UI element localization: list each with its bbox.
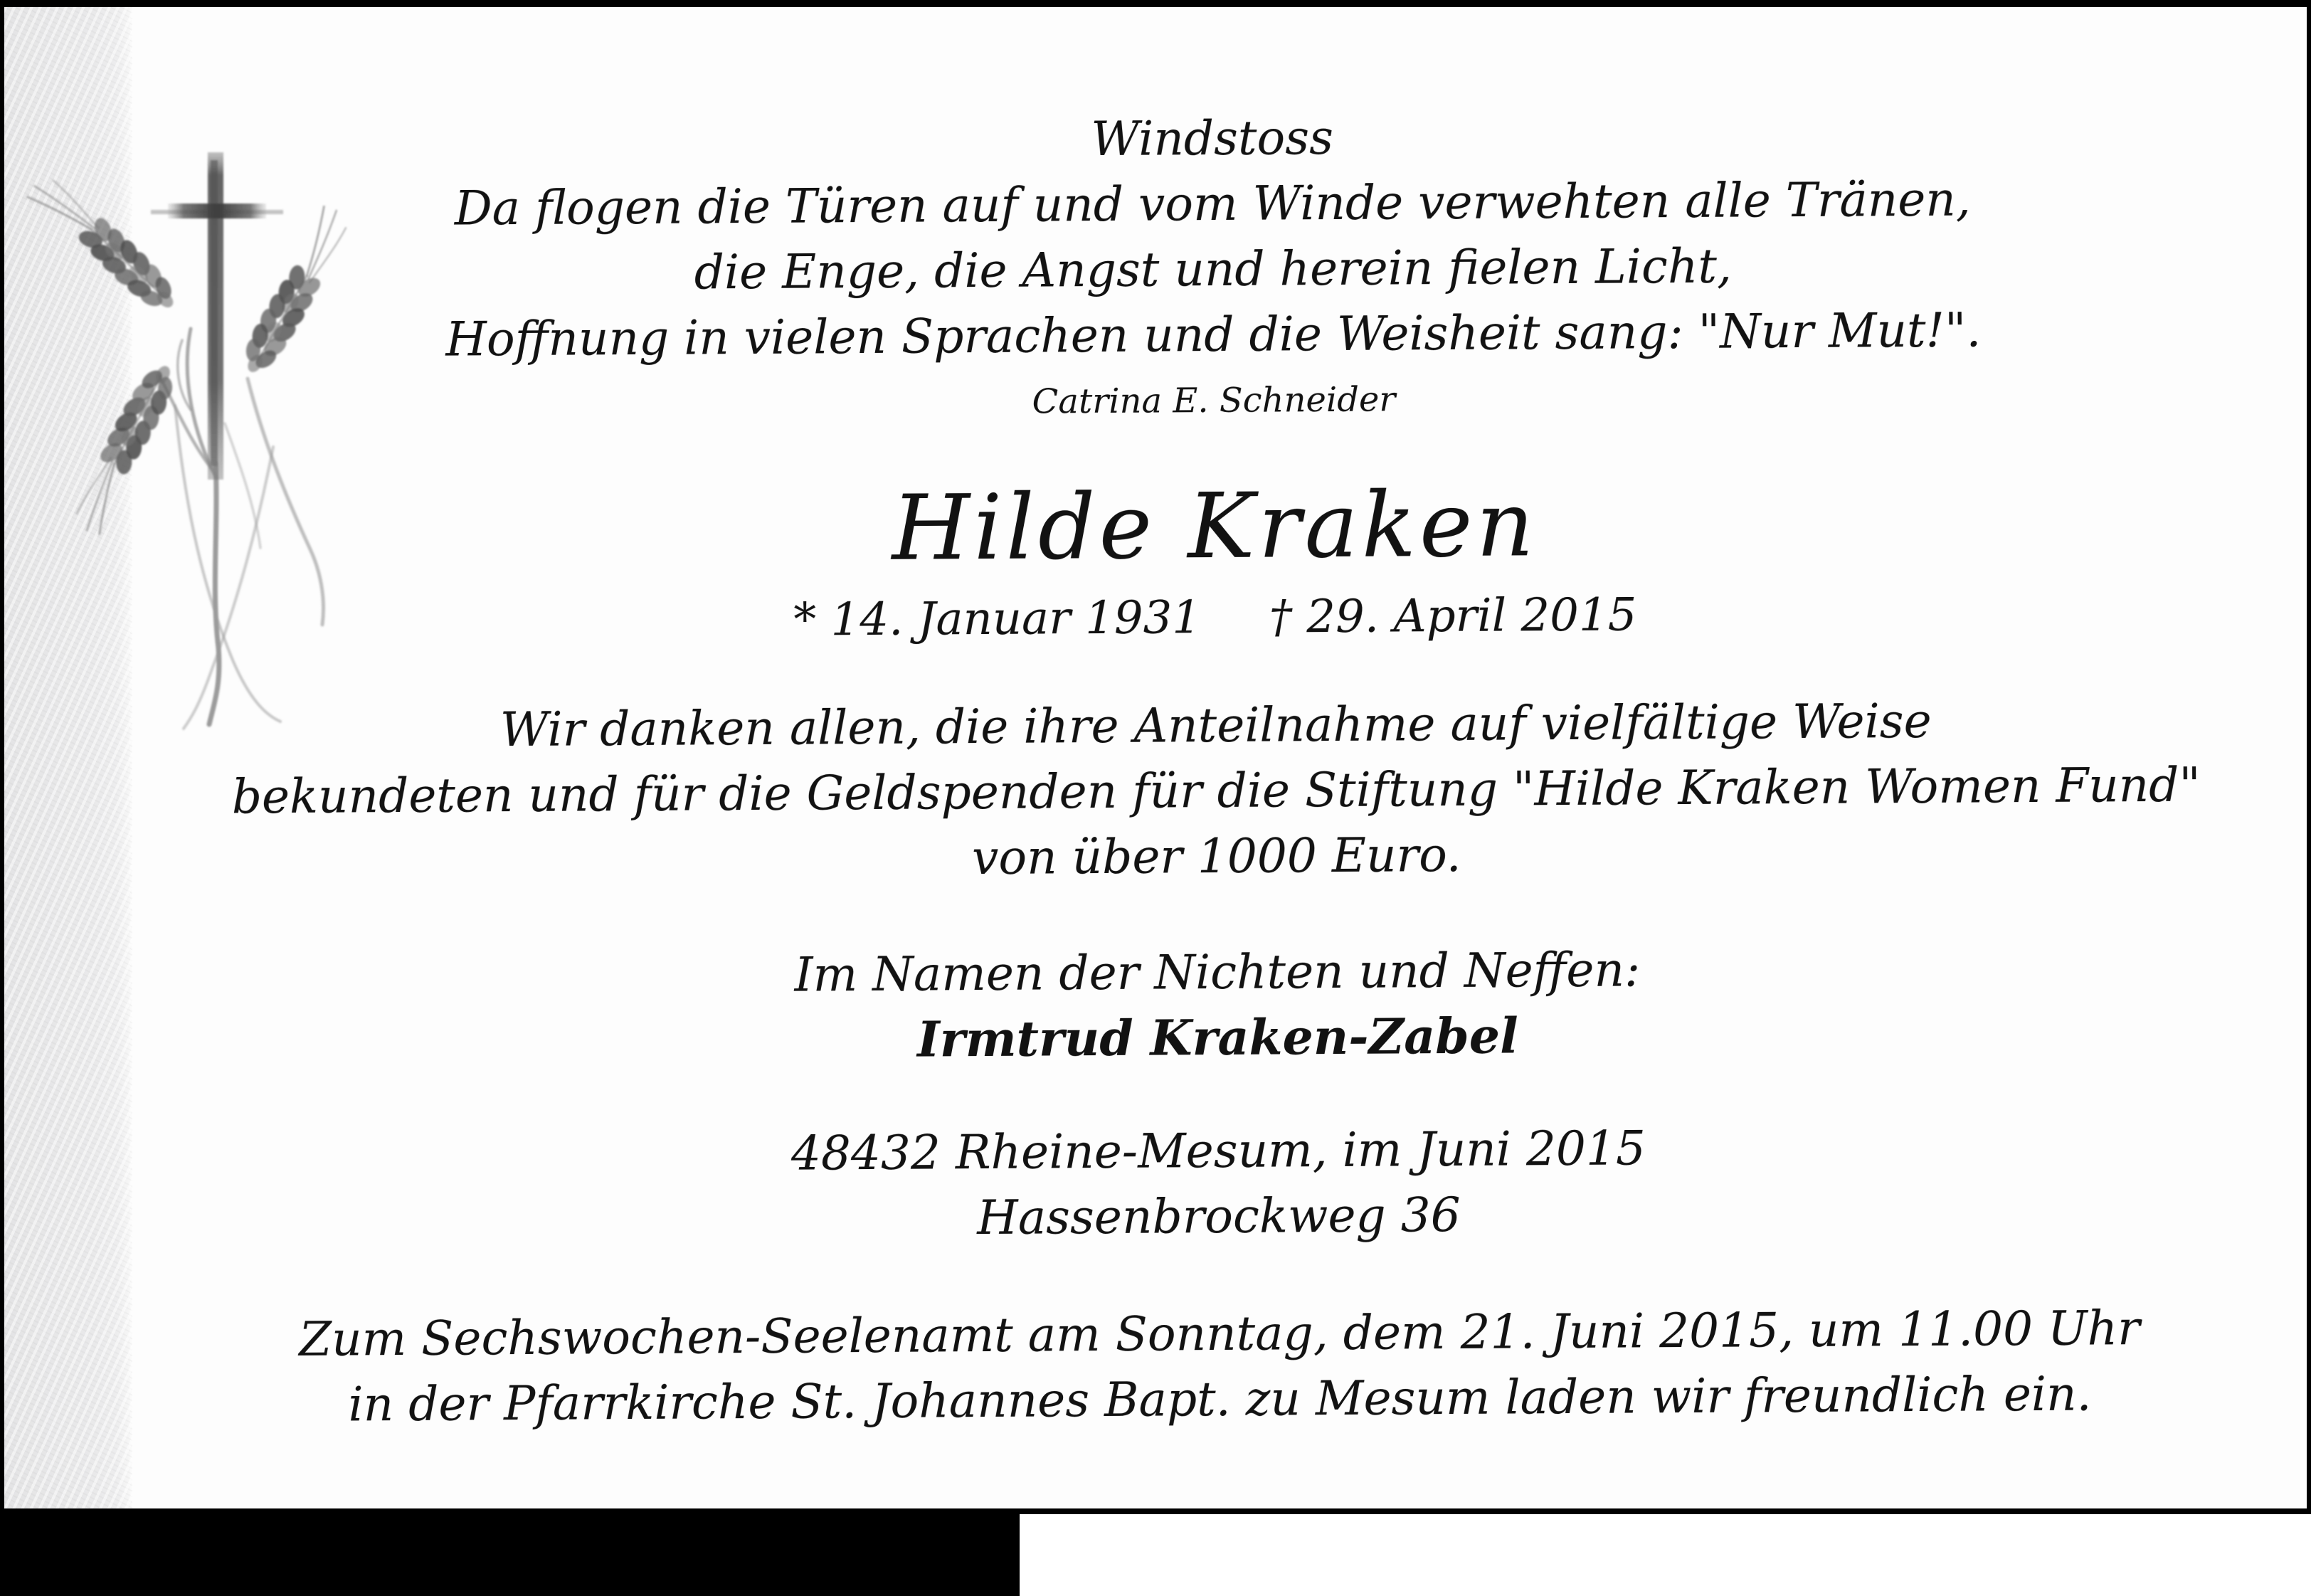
scan-bottom-white-area bbox=[1020, 1514, 2311, 1596]
invitation-line: Zum Sechswochen-Seelenamt am Sonntag, dem 21. Juni 2015, um 11.00 Uhr bbox=[298, 1301, 2140, 1367]
life-dates bbox=[132, 578, 2300, 657]
poem-line: Da flogen die Türen auf und vom Winde verwehten alle Tränen, bbox=[454, 171, 1971, 236]
acknowledgement-line: bekundeten und für die Geldspenden für die Stiftung "Hilde Kraken Women Fund" bbox=[231, 757, 2201, 825]
poem-line: Hoffnung in vielen Sprachen und die Weisheit sang: "Nur Mut!". bbox=[445, 302, 1982, 367]
address-block bbox=[134, 1112, 2302, 1257]
poem-title: Windstoss bbox=[1091, 110, 1334, 167]
birth-date: * 14. Januar 1931 bbox=[793, 591, 1202, 647]
acknowledgement-block bbox=[132, 687, 2300, 897]
family-block bbox=[134, 934, 2302, 1078]
scan-divider-bar bbox=[0, 1508, 2311, 1514]
address-line: 48432 Rheine-Mesum, im Juni 2015 bbox=[790, 1121, 1646, 1181]
poem-line: die Enge, die Angst und herein fielen Licht, bbox=[694, 238, 1733, 300]
deceased-name: Hilde Kraken bbox=[891, 472, 1538, 581]
poem-block bbox=[128, 100, 2297, 440]
invitation-block bbox=[136, 1295, 2304, 1439]
family-intro: Im Namen der Nichten und Neffen: bbox=[794, 942, 1641, 1003]
address-line: Hassenbrockweg 36 bbox=[976, 1187, 1461, 1246]
poem-author: Catrina E. Schneider bbox=[1032, 379, 1396, 422]
acknowledgement-line: Wir danken allen, die ihre Anteilnahme auf vielfältige Weise bbox=[499, 693, 1932, 758]
obituary-card bbox=[4, 7, 2307, 1508]
card-text-content bbox=[128, 7, 2307, 1508]
acknowledgement-line: von über 1000 Euro. bbox=[971, 827, 1461, 886]
invitation-line: in der Pfarrkirche St. Johannes Bapt. zu Mesum laden wir freundlich ein. bbox=[348, 1366, 2092, 1432]
family-name: Irmtrud Kraken-Zabel bbox=[916, 1008, 1519, 1069]
death-date: † 29. April 2015 bbox=[1269, 588, 1637, 644]
